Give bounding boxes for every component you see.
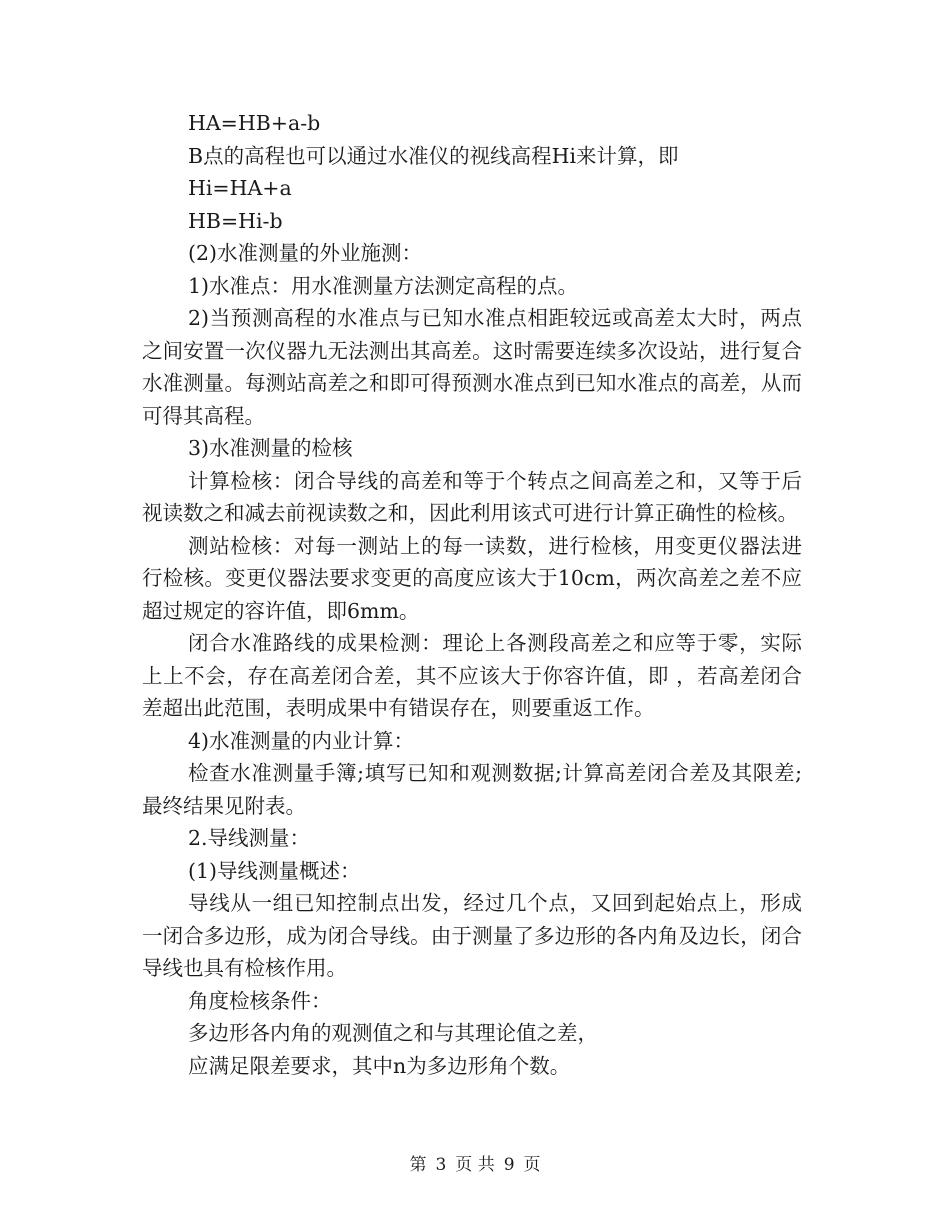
- formula-ha: HA=HB+a-b: [188, 111, 321, 135]
- paragraph-closed-traverse: 导线从一组已知控制点出发，经过几个点，又回到起始点上，形成一闭合多边形，成为闭合导线。由于测量了多边形的各内角及边长，闭合导线也具有检核作用。: [142, 891, 802, 980]
- paragraph-station-check: 测站检核：对每一测站上的每一读数，进行检核，用变更仪器法进行检核。变更仪器法要求变更的高度应该大于10cm，两次高差之差不应超过规定的容许值，即6mm。: [142, 533, 802, 623]
- formula-hb: HB=Hi-b: [188, 208, 283, 233]
- paragraph-closed-route-check: 闭合水准路线的成果检测：理论上各测段高差之和应等于零，实际上上不会，存在高差闭合差，其不应该大于你容许值，即 ，若高差闭合差超出此范围，表明成果中有错误存在，则要重返工作。: [142, 631, 802, 720]
- footer-current-page: 3: [435, 1155, 447, 1175]
- formula-hi: Hi=HA+a: [188, 176, 292, 200]
- heading-leveling-check: 3)水准测量的检核: [188, 436, 353, 460]
- heading-traverse-overview: (1)导线测量概述：: [188, 858, 361, 883]
- paragraph-hi-intro: B点的高程也可以通过水准仪的视线高程Hi来计算，即: [188, 143, 679, 168]
- footer-middle: 页 共: [455, 1155, 495, 1175]
- paragraph-calculation-check: 计算检核：闭合导线的高差和等于个转点之间高差之和，又等于后视读数之和减去前视读数之和，因此利用该式可进行计算正确性的检核。: [142, 468, 802, 525]
- footer-prefix: 第: [409, 1155, 427, 1175]
- paragraph-tolerance: 应满足限差要求，其中n为多边形角个数。: [188, 1053, 571, 1078]
- footer-total-pages: 9: [503, 1155, 515, 1175]
- paragraph-benchmark: 1)水准点：用水准测量方法测定高程的点。: [188, 273, 579, 298]
- document-body: [142, 107, 802, 1082]
- paragraph-office-steps: 检查水准测量手簿;填写已知和观测数据;计算高差闭合差及其限差;最终结果见附表。: [142, 761, 802, 818]
- paragraph-compound-leveling: 2)当预测高程的水准点与已知水准点相距较远或高差太大时，两点之间安置一次仪器九无法测出其高差。这时需要连续多次设站，进行复合水准测量。每测站高差之和即可得预测水准点到已知水准点的高差，从而可得其高程。: [142, 306, 802, 428]
- heading-field-survey: (2)水准测量的外业施测：: [188, 241, 423, 265]
- heading-angle-check: 角度检核条件：: [188, 988, 332, 1013]
- page-footer: [0, 1153, 950, 1177]
- heading-traverse-survey: 2.导线测量：: [188, 826, 311, 850]
- footer-suffix: 页: [523, 1155, 541, 1175]
- paragraph-angle-sum: 多边形各内角的观测值之和与其理论值之差，: [188, 1021, 598, 1045]
- heading-office-calculation: 4)水准测量的内业计算：: [188, 728, 415, 753]
